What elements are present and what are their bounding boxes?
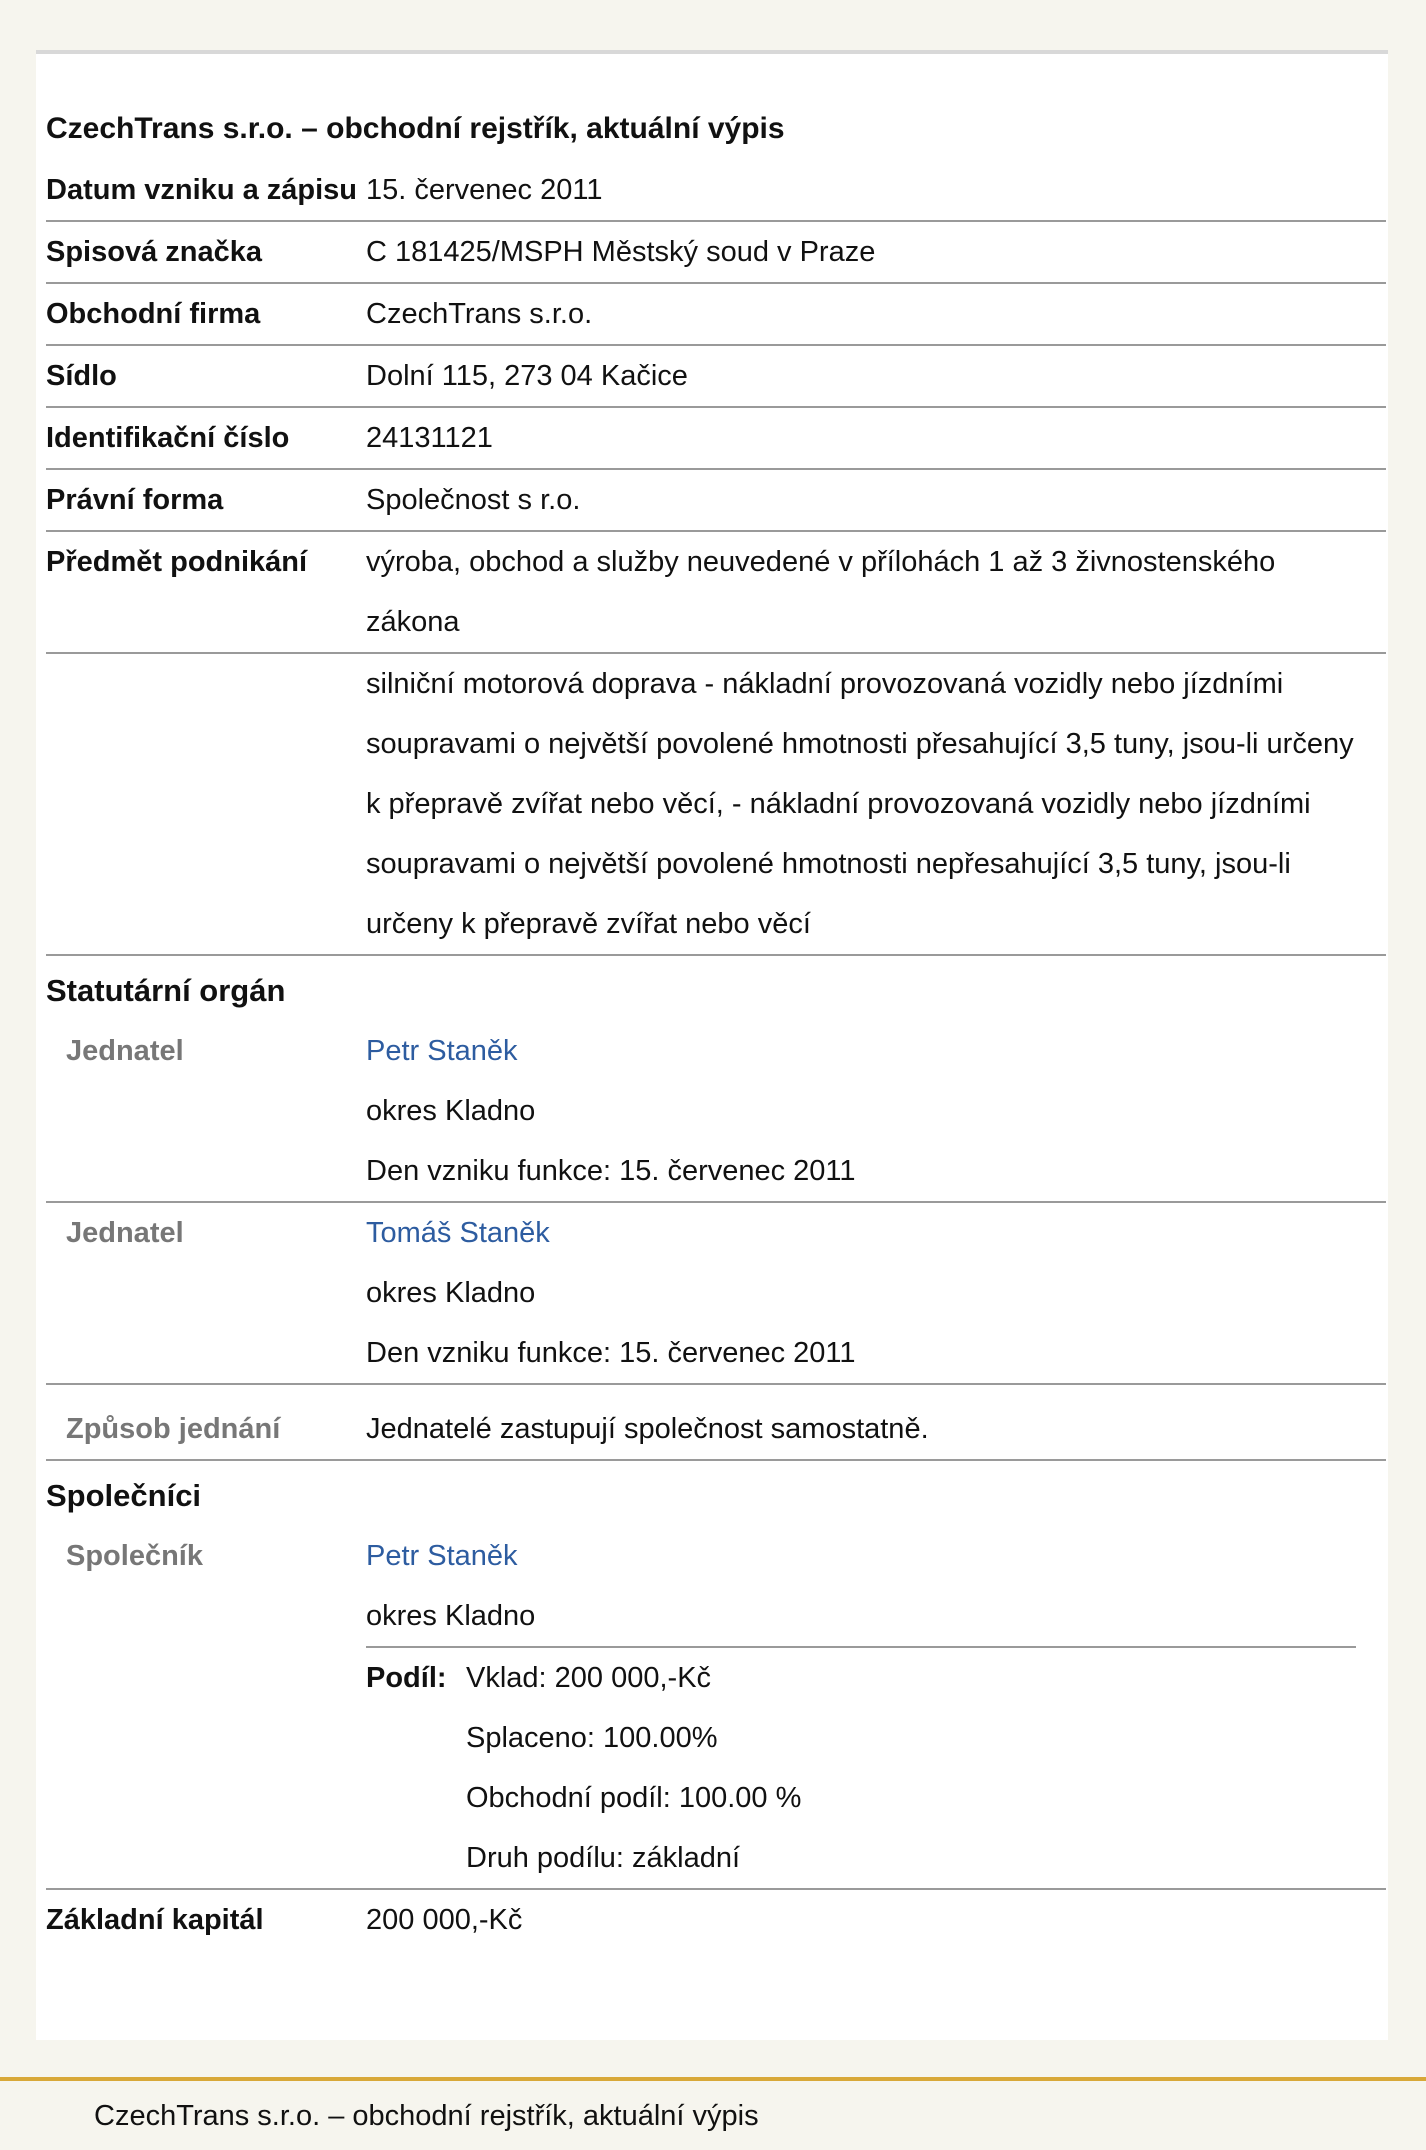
statutory-heading: Statutární orgán <box>46 973 286 1008</box>
member-district: okres Kladno <box>366 1095 536 1127</box>
info-label: Předmět podnikání <box>46 546 308 578</box>
acting-label: Způsob jednání <box>66 1413 281 1445</box>
info-label <box>46 654 366 954</box>
share-paid: Splaceno: 100.00% <box>466 1722 718 1754</box>
partner-name-link[interactable]: Petr Staněk <box>366 1540 518 1572</box>
info-label: Právní forma <box>46 484 224 516</box>
statutory-member <box>46 1203 1386 1385</box>
info-value: Společnost s r.o. <box>366 484 581 516</box>
member-details <box>366 1203 1386 1383</box>
share-type: Druh podílu: základní <box>466 1842 741 1874</box>
capital-label: Základní kapitál <box>46 1904 264 1936</box>
info-label: Identifikační číslo <box>46 422 290 454</box>
member-name-link[interactable]: Petr Staněk <box>366 1035 518 1067</box>
register-content <box>46 98 1386 1950</box>
info-value: 15. červenec 2011 <box>366 174 603 206</box>
share-block <box>366 1646 1356 1888</box>
info-label: Spisová značka <box>46 236 262 268</box>
info-row-id-number <box>46 408 1386 470</box>
info-row-file-number <box>46 222 1386 284</box>
info-row-business-activity <box>46 532 1386 654</box>
info-label: Datum vzniku a zápisu <box>46 174 358 206</box>
member-name-link[interactable]: Tomáš Staněk <box>366 1217 550 1249</box>
share-label: Podíl: <box>366 1662 447 1694</box>
partner-details <box>366 1526 1386 1888</box>
footer-divider <box>0 2077 1426 2081</box>
info-label: Obchodní firma <box>46 298 261 330</box>
register-card <box>36 50 1388 2040</box>
info-label: Sídlo <box>46 360 117 392</box>
document-title: CzechTrans s.r.o. – obchodní rejstřík, aktuální výpis <box>46 112 785 145</box>
member-since: Den vzniku funkce: 15. červenec 2011 <box>366 1155 856 1187</box>
acting-value: Jednatelé zastupují společnost samostatně. <box>366 1413 929 1445</box>
member-role: Jednatel <box>66 1035 184 1067</box>
share-business: Obchodní podíl: 100.00 % <box>466 1782 802 1814</box>
share-values <box>466 1648 801 1888</box>
info-value: Dolní 115, 273 04 Kačice <box>366 360 688 392</box>
footer-text: CzechTrans s.r.o. – obchodní rejstřík, aktuální výpis <box>94 2100 759 2132</box>
info-value: výroba, obchod a služby neuvedené v přílohách 1 až 3 živnostenského zákona <box>366 546 1276 638</box>
info-row-legal-form <box>46 470 1386 532</box>
partners-heading: Společníci <box>46 1478 202 1513</box>
member-role: Jednatel <box>66 1217 184 1249</box>
member-details <box>366 1021 1386 1201</box>
info-value: CzechTrans s.r.o. <box>366 298 593 330</box>
capital-row <box>46 1890 1386 1950</box>
share-deposit: Vklad: 200 000,-Kč <box>466 1662 712 1694</box>
partner-district: okres Kladno <box>366 1600 536 1632</box>
capital-value: 200 000,-Kč <box>366 1904 523 1936</box>
info-value: C 181425/MSPH Městský soud v Praze <box>366 236 876 268</box>
info-row-business-activity-extra <box>46 654 1386 956</box>
partner-role: Společník <box>66 1540 203 1572</box>
info-row-seat <box>46 346 1386 408</box>
acting-row <box>46 1385 1386 1461</box>
info-row-founding-date <box>46 160 1386 222</box>
partner-row <box>46 1526 1386 1890</box>
info-row-company-name <box>46 284 1386 346</box>
member-since: Den vzniku funkce: 15. červenec 2011 <box>366 1337 856 1369</box>
member-district: okres Kladno <box>366 1277 536 1309</box>
info-value: silniční motorová doprava - nákladní provozovaná vozidly nebo jízdními soupravami o největší povolené hmotnosti přesahující 3,5 tuny, jsou-li určeny k přepravě zvířat nebo věcí, - nákladní provozovaná vozidly nebo jízdními soupravami o největší povolené hmotnosti nepřesahující 3,5 tuny, jsou-li určeny k přepravě zvířat nebo věcí <box>366 668 1354 940</box>
statutory-member <box>46 1021 1386 1203</box>
info-value: 24131121 <box>366 422 493 454</box>
